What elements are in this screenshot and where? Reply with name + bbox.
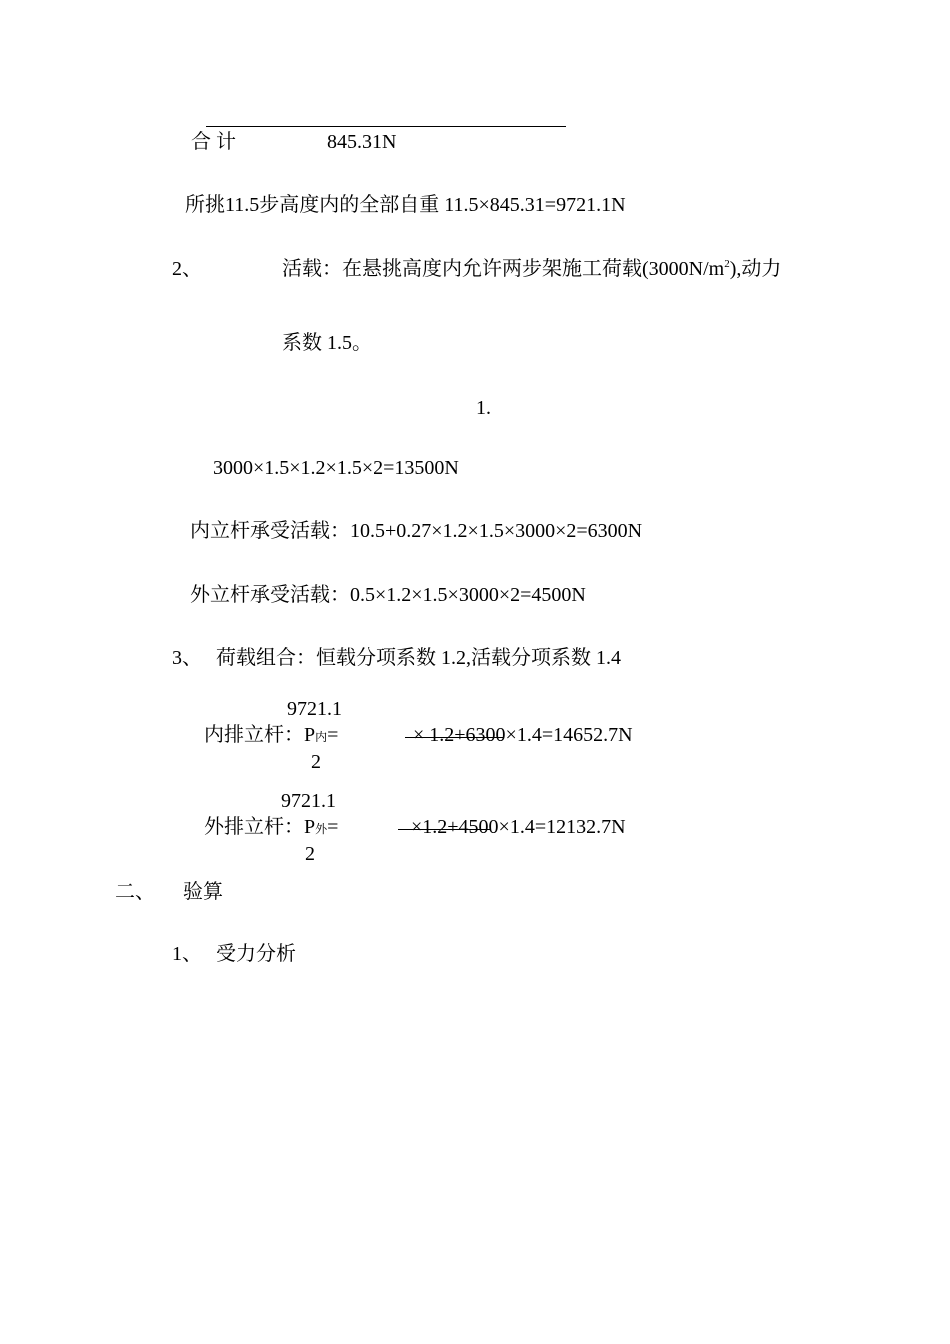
inner-combo-label: [204, 723, 338, 749]
outer-combo-fraction-bar: [398, 829, 490, 830]
inner-combo-fraction-bar: [405, 737, 503, 738]
section2-title: 验算: [183, 881, 223, 903]
item2-text-b: ),动力: [729, 258, 782, 280]
outer-combo-denominator: 2: [305, 843, 315, 865]
item2-text-a: 活载：在悬挑高度内允许两步架施工荷载(3000N/m: [282, 258, 725, 280]
item2-superscript: 2: [724, 258, 730, 270]
outer-combo-label-text: 外排立杆：P: [204, 816, 316, 838]
outer-combo-label: [204, 815, 338, 841]
force-analysis-number: 1、: [172, 943, 202, 965]
subtotal-rule: [206, 126, 566, 127]
item3-text: 荷载组合：恒载分项系数 1.2,活载分项系数 1.4: [216, 647, 621, 669]
inner-combo-equals: =: [327, 724, 339, 746]
outer-combo-rest: ×1.2+4500×1.4=12132.7N: [411, 816, 626, 838]
section2-number: 二、: [115, 881, 155, 903]
outer-combo-equals: =: [327, 816, 339, 838]
outer-combo-subscript: 外: [315, 822, 328, 836]
force-analysis-title: 受力分析: [216, 943, 296, 965]
subtotal-label: 合 计: [191, 131, 236, 153]
inner-combo-denominator: 2: [311, 751, 321, 773]
subtotal-value: 845.31N: [327, 131, 397, 153]
item2-number: 2、: [172, 258, 202, 280]
item3-number: 3、: [172, 647, 202, 669]
item2-text: [282, 257, 781, 281]
self-weight-line: 所挑11.5步高度内的全部自重 11.5×845.31=9721.1N: [185, 194, 626, 216]
item2-continuation: 系数 1.5。: [282, 332, 372, 354]
outer-pole-live-load: 外立杆承受活载：0.5×1.2×1.5×3000×2=4500N: [190, 584, 586, 606]
inner-combo-rest: × 1.2+6300×1.4=14652.7N: [413, 724, 633, 746]
outer-combo-numerator: 9721.1: [281, 790, 336, 812]
formula-total: 3000×1.5×1.2×1.5×2=13500N: [213, 457, 459, 479]
inner-combo-subscript: 内: [315, 730, 328, 744]
inner-combo-label-text: 内排立杆：P: [204, 724, 316, 746]
inner-pole-live-load: 内立杆承受活载：10.5+0.27×1.2×1.5×3000×2=6300N: [190, 520, 643, 542]
inner-combo-numerator: 9721.1: [287, 698, 342, 720]
center-marker: 1.: [476, 397, 491, 419]
